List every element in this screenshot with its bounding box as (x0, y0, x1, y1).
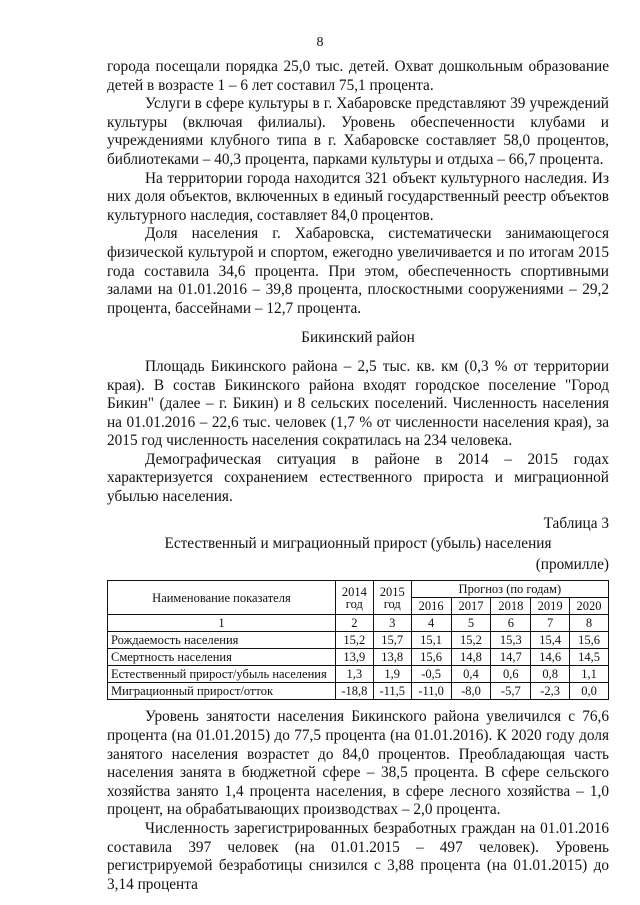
cell: 0,0 (570, 683, 609, 700)
row-label: Миграционный прирост/отток (108, 683, 336, 700)
cell: -2,3 (531, 683, 570, 700)
cell: -5,7 (491, 683, 531, 700)
paragraph: города посещали порядка 25,0 тыс. детей. Охват дошкольным образование детей в возрасте 1 – 6 лет составил 75,1 процента. (107, 58, 609, 94)
cell: 0,8 (531, 666, 570, 683)
cell: 15,6 (411, 649, 451, 666)
cell: 15,2 (335, 632, 373, 649)
column-number: 6 (491, 615, 531, 632)
row-label: Смертность населения (108, 649, 336, 666)
cell: 14,7 (491, 649, 531, 666)
header-2015: 2015 год (373, 581, 411, 615)
column-number: 5 (451, 615, 491, 632)
cell: 15,1 (411, 632, 451, 649)
paragraph: Уровень занятости населения Бикинского района увеличился с 76,6 процента (на 01.01.2015) до 77,5 процента (на 01.01.2016). К 2020 году доля занятого населения возрастет до 84,0 процентов. Преобладающая часть населения занята в бюджетной сфере – 38,5 процента. В сфере сельского хозяйства занято 1,4 процента населения, в сфере лесного хозяйства – 1,0 процент, на обрабатывающих производствах – 2,0 процента. (107, 708, 609, 819)
cell: 14,8 (451, 649, 491, 666)
cell: 15,4 (531, 632, 570, 649)
header-year: 2017 (451, 598, 491, 615)
header-indicator: Наименование показателя (108, 581, 336, 615)
header-year: 2016 (411, 598, 451, 615)
column-number: 7 (531, 615, 570, 632)
paragraph: Доля населения г. Хабаровска, систематически занимающегося физической культурой и спортом, ежегодно увеличивается и по итогам 2015 года составила 34,6 процента. При этом, обеспеченность спортивными залами на 01.01.2016 – 39,8 процента, плоскостными сооружениями – 29,2 процента, бассейнами – 12,7 процента. (107, 225, 609, 317)
document-body (107, 58, 609, 894)
cell: 1,1 (570, 666, 609, 683)
row-label: Естественный прирост/убыль населения (108, 666, 336, 683)
cell: 15,6 (570, 632, 609, 649)
table-number: Таблица 3 (543, 514, 609, 532)
table-row (108, 632, 609, 649)
paragraph: Услуги в сфере культуры в г. Хабаровске представляют 39 учреждений культуры (включая филиалы). Уровень обеспеченности клубами и учреждениями клубного типа в г. Хабаровске составляет 58,0 процентов, библиотеками – 40,3 процента, парками культуры и отдыха – 66,7 процента. (107, 95, 609, 168)
cell: 0,6 (491, 666, 531, 683)
table-row (108, 683, 609, 700)
section-heading: Бикинский район (301, 329, 415, 347)
column-number: 3 (373, 615, 411, 632)
paragraph: Площадь Бикинского района – 2,5 тыс. кв. км (0,3 % от территории края). В состав Бикинского района входят городское поселение "Город Бикин" (далее – г. Бикин) и 8 сельских поселений. Численность населения на 01.01.2016 – 22,6 тыс. человек (1,7 % от численности населения края), за 2015 год численность населения сократилась на 234 человека. (107, 357, 609, 450)
cell: 1,9 (373, 666, 411, 683)
row-label: Рождаемость населения (108, 632, 336, 649)
cell: 14,5 (570, 649, 609, 666)
page-number: 8 (316, 35, 324, 50)
column-number-row (108, 615, 609, 632)
cell: 13,8 (373, 649, 411, 666)
cell: 0,4 (451, 666, 491, 683)
column-number: 1 (108, 615, 336, 632)
table-row (108, 666, 609, 683)
table-row (108, 649, 609, 666)
cell: -11,0 (411, 683, 451, 700)
cell: 1,3 (335, 666, 373, 683)
paragraph: Демографическая ситуация в районе в 2014 – 2015 годах характеризуется сохранением естественного прироста и миграционной убылью населения. (107, 450, 609, 506)
paragraph: На территории города находится 321 объект культурного наследия. Из них доля объектов, включенных в единый государственный реестр объектов культурного наследия, составляет 84,0 процентов. (107, 169, 609, 224)
header-year: 2018 (491, 598, 531, 615)
header-year: 2020 (570, 598, 609, 615)
column-number: 2 (335, 615, 373, 632)
column-number: 4 (411, 615, 451, 632)
cell: -8,0 (451, 683, 491, 700)
table-title: Естественный и миграционный прирост (убыль) населения (164, 535, 552, 553)
header-forecast: Прогноз (по годам) (411, 581, 608, 598)
cell: 15,3 (491, 632, 531, 649)
cell: 13,9 (335, 649, 373, 666)
cell: -0,5 (411, 666, 451, 683)
cell: 14,6 (531, 649, 570, 666)
population-growth-table (107, 580, 609, 700)
paragraph: Численность зарегистрированных безработных граждан на 01.01.2016 составила 397 человек (на 01.01.2015 – 497 человек). Уровень регистрируемой безработицы снизился с 3,88 процента (на 01.01.2015) до 3,14 процента (107, 820, 609, 893)
table-unit: (промилле) (535, 555, 609, 573)
header-2014: 2014 год (335, 581, 373, 615)
cell: 15,2 (451, 632, 491, 649)
cell: -11,5 (373, 683, 411, 700)
cell: -18,8 (335, 683, 373, 700)
cell: 15,7 (373, 632, 411, 649)
header-year: 2019 (531, 598, 570, 615)
column-number: 8 (570, 615, 609, 632)
